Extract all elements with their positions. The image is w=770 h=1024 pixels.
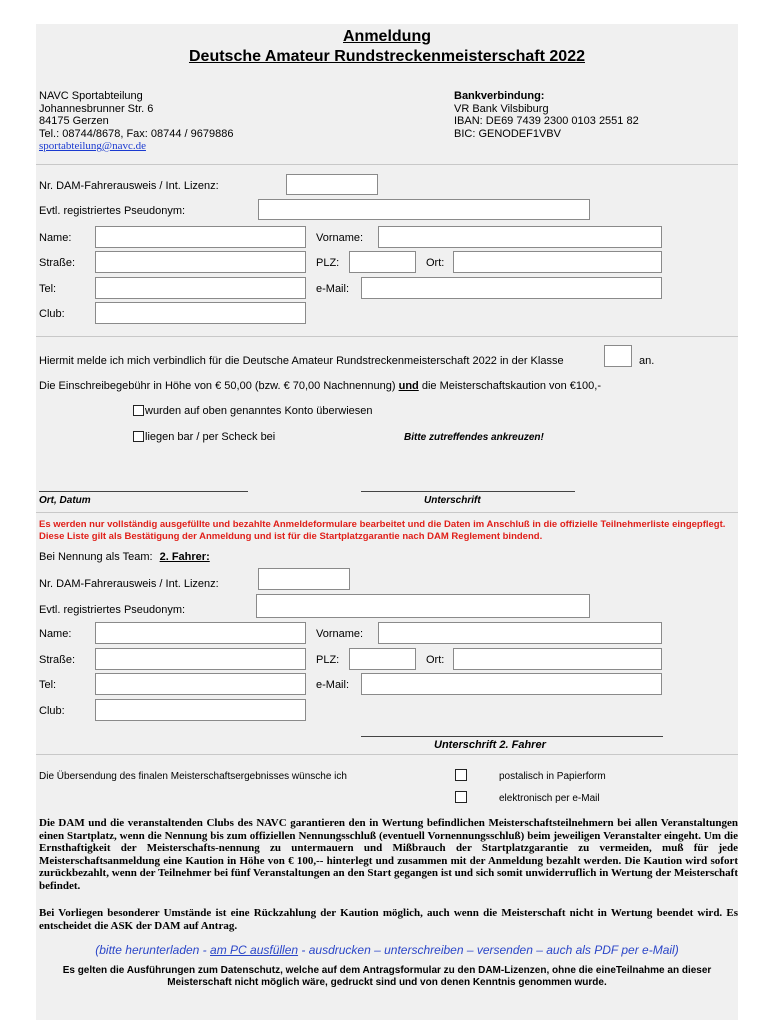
- fee-text-prefix: Die Einschreibegebühr in Höhe von € 50,00 (bzw. € 70,00 Nachnennung): [39, 380, 396, 392]
- club-input-2[interactable]: [95, 699, 306, 721]
- name-label: Name:: [39, 232, 72, 244]
- organizer-street: Johannesbrunner Str. 6: [39, 102, 154, 115]
- street-label-2: Straße:: [39, 654, 76, 666]
- bank-name: VR Bank Vilsbiburg: [454, 102, 549, 115]
- organizer-name: NAVC Sportabteilung: [39, 90, 143, 102]
- entry-declaration: Hiermit melde ich mich verbindlich für die Deutsche Amateur Rundstreckenmeisterschaft 2022 in der Klasse: [39, 355, 564, 367]
- team-line: [39, 551, 210, 563]
- organizer-address: [39, 90, 234, 153]
- red-notice: Es werden nur vollständig ausgefüllte und bezahlte Anmeldeformulare bearbeitet und die Daten im Anschluß in die offizielle Teilnehmerliste eingepflegt. Diese Liste gilt als Bestätigung der Anmeldung und ist für die Startplatzgarantie nach DAM Reglement bindend.: [39, 519, 726, 542]
- plz-input[interactable]: [349, 251, 416, 273]
- firstname-label-2: Vorname:: [316, 628, 364, 640]
- email-label: e-Mail:: [316, 283, 350, 295]
- bank-details: [454, 90, 639, 140]
- place-date-line: [39, 491, 248, 492]
- tel-input[interactable]: [95, 277, 306, 299]
- email-label-2: e-Mail:: [316, 679, 350, 691]
- organizer-city: 84175 Gerzen: [39, 115, 109, 127]
- place-date-label: Ort, Datum: [39, 495, 91, 506]
- signature-label: Unterschrift: [424, 495, 481, 506]
- street-input-2[interactable]: [95, 648, 306, 670]
- firstname-input-2[interactable]: [378, 622, 662, 644]
- firstname-label: Vorname:: [316, 232, 364, 244]
- paper-option-label: postalisch in Papierform: [499, 771, 606, 782]
- instructions-link[interactable]: am PC ausfüllen: [210, 943, 299, 957]
- cheque-option-label: liegen bar / per Scheck bei: [145, 431, 276, 443]
- form-title-line2: Deutsche Amateur Rundstreckenmeisterschaft 2022: [188, 48, 585, 65]
- street-label: Straße:: [39, 257, 76, 269]
- tel-label: Tel:: [39, 283, 57, 295]
- refund-paragraph: Bei Vorliegen besonderer Umstände ist eine Rückzahlung der Kaution möglich, auch wenn die Meisterschaft nicht in Wertung beendet wird. Es entscheidet die ASK der DAM auf Antrag.: [39, 907, 738, 932]
- cheque-checkbox[interactable]: [133, 431, 144, 442]
- city-input[interactable]: [453, 251, 662, 273]
- transfer-option-label: wurden auf oben genanntes Konto überwiesen: [145, 405, 373, 417]
- divider: [36, 164, 738, 165]
- class-input[interactable]: [604, 345, 632, 367]
- city-label-2: Ort:: [426, 654, 445, 666]
- license-label-2: Nr. DAM-Fahrerausweis / Int. Lizenz:: [39, 578, 219, 590]
- fee-text-and: und: [398, 380, 419, 392]
- registration-form-page: [36, 24, 738, 1020]
- paper-checkbox[interactable]: [455, 769, 467, 781]
- pseudonym-input-2[interactable]: [256, 594, 590, 618]
- plz-label: PLZ:: [316, 257, 340, 269]
- signature-label-2: Unterschrift 2. Fahrer: [434, 739, 546, 751]
- entry-declaration-suffix: an.: [639, 355, 655, 367]
- plz-label-2: PLZ:: [316, 654, 340, 666]
- driver2-heading: 2. Fahrer:: [159, 551, 210, 563]
- tel-input-2[interactable]: [95, 673, 306, 695]
- guarantee-paragraph: Die DAM und die veranstaltenden Clubs des NAVC garantieren den in Wertung befindlichen Meisterschaftsteilnehmern bei allen Veranstaltungen einen Startplatz, wenn die Nennung bis zum offiziellen Nennungsschluß (eventuell Vornennungsschluß) beim jeweiligen Veranstalter eingeht. Um die Ernsthaftigkeit der Meisterschafts-nennung zu untermauern und Mißbrauch der Startplatzgarantie zu vermeiden, muß für jede Meisterschaftsanmeldung eine Kaution in Höhe von € 100,-- hinterlegt und zusammen mit der Anmeldung bezahlt werden. Die Kaution wird sofort zurückbezahlt, wenn der Teilnehmer bei fünf Veranstaltungen an den Start gegangen ist und sich somit unwiderruflich in Wertung der Meisterschaft befindet.: [39, 817, 738, 892]
- tick-note: Bitte zutreffendes ankreuzen!: [404, 432, 544, 443]
- name-input-2[interactable]: [95, 622, 306, 644]
- name-label-2: Name:: [39, 628, 72, 640]
- divider: [36, 754, 738, 755]
- name-input[interactable]: [95, 226, 306, 248]
- license-label: Nr. DAM-Fahrerausweis / Int. Lizenz:: [39, 180, 219, 192]
- license-input[interactable]: [286, 174, 378, 195]
- organizer-phone: Tel.: 08744/8678, Fax: 08744 / 9679886: [39, 127, 234, 140]
- pseudonym-label: Evtl. registriertes Pseudonym:: [39, 205, 186, 217]
- club-label: Club:: [39, 308, 65, 320]
- pseudonym-input[interactable]: [258, 199, 590, 220]
- fee-text-suffix: die Meisterschaftskaution von €100,-: [421, 380, 601, 392]
- signature-line: [361, 491, 575, 492]
- instructions-pre: (bitte herunterladen -: [95, 943, 207, 957]
- results-label: Die Übersendung des finalen Meisterschaftsergebnisses wünsche ich: [39, 771, 347, 782]
- organizer-email-link[interactable]: sportabteilung@navc.de: [39, 140, 146, 152]
- city-input-2[interactable]: [453, 648, 662, 670]
- signature-line-2: [361, 736, 663, 737]
- tel-label-2: Tel:: [39, 679, 57, 691]
- bank-bic: BIC: GENODEF1VBV: [454, 127, 561, 140]
- plz-input-2[interactable]: [349, 648, 416, 670]
- transfer-checkbox[interactable]: [133, 405, 144, 416]
- email-input[interactable]: [361, 277, 662, 299]
- firstname-input[interactable]: [378, 226, 662, 248]
- street-input[interactable]: [95, 251, 306, 273]
- club-label-2: Club:: [39, 705, 65, 717]
- email-input-2[interactable]: [361, 673, 662, 695]
- pseudonym-label-2: Evtl. registriertes Pseudonym:: [39, 604, 186, 616]
- bank-iban: IBAN: DE69 7439 2300 0103 2551 82: [454, 115, 639, 127]
- team-prefix: Bei Nennung als Team:: [39, 551, 153, 563]
- email-option-label: elektronisch per e-Mail: [499, 793, 600, 804]
- license-input-2[interactable]: [258, 568, 350, 590]
- bank-heading: Bankverbindung:: [454, 90, 545, 102]
- email-checkbox[interactable]: [455, 791, 467, 803]
- divider: [36, 512, 738, 513]
- club-input[interactable]: [95, 302, 306, 324]
- privacy-notice: Es gelten die Ausführungen zum Datenschutz, welche auf dem Antragsformular zu den DAM-Lizenzen, ohne die eineTeilnahme an dieser Meisterschaft nicht möglich wäre, gedruckt sind und von denen Kenntnis genommen wurde.: [62, 965, 712, 988]
- form-title-line1: Anmeldung: [343, 28, 431, 45]
- divider: [36, 336, 738, 337]
- instructions-line: [36, 943, 738, 957]
- instructions-post: - ausdrucken – unterschreiben – versenden – auch als PDF per e-Mail): [301, 943, 679, 957]
- fee-text: [39, 380, 601, 392]
- city-label: Ort:: [426, 257, 445, 269]
